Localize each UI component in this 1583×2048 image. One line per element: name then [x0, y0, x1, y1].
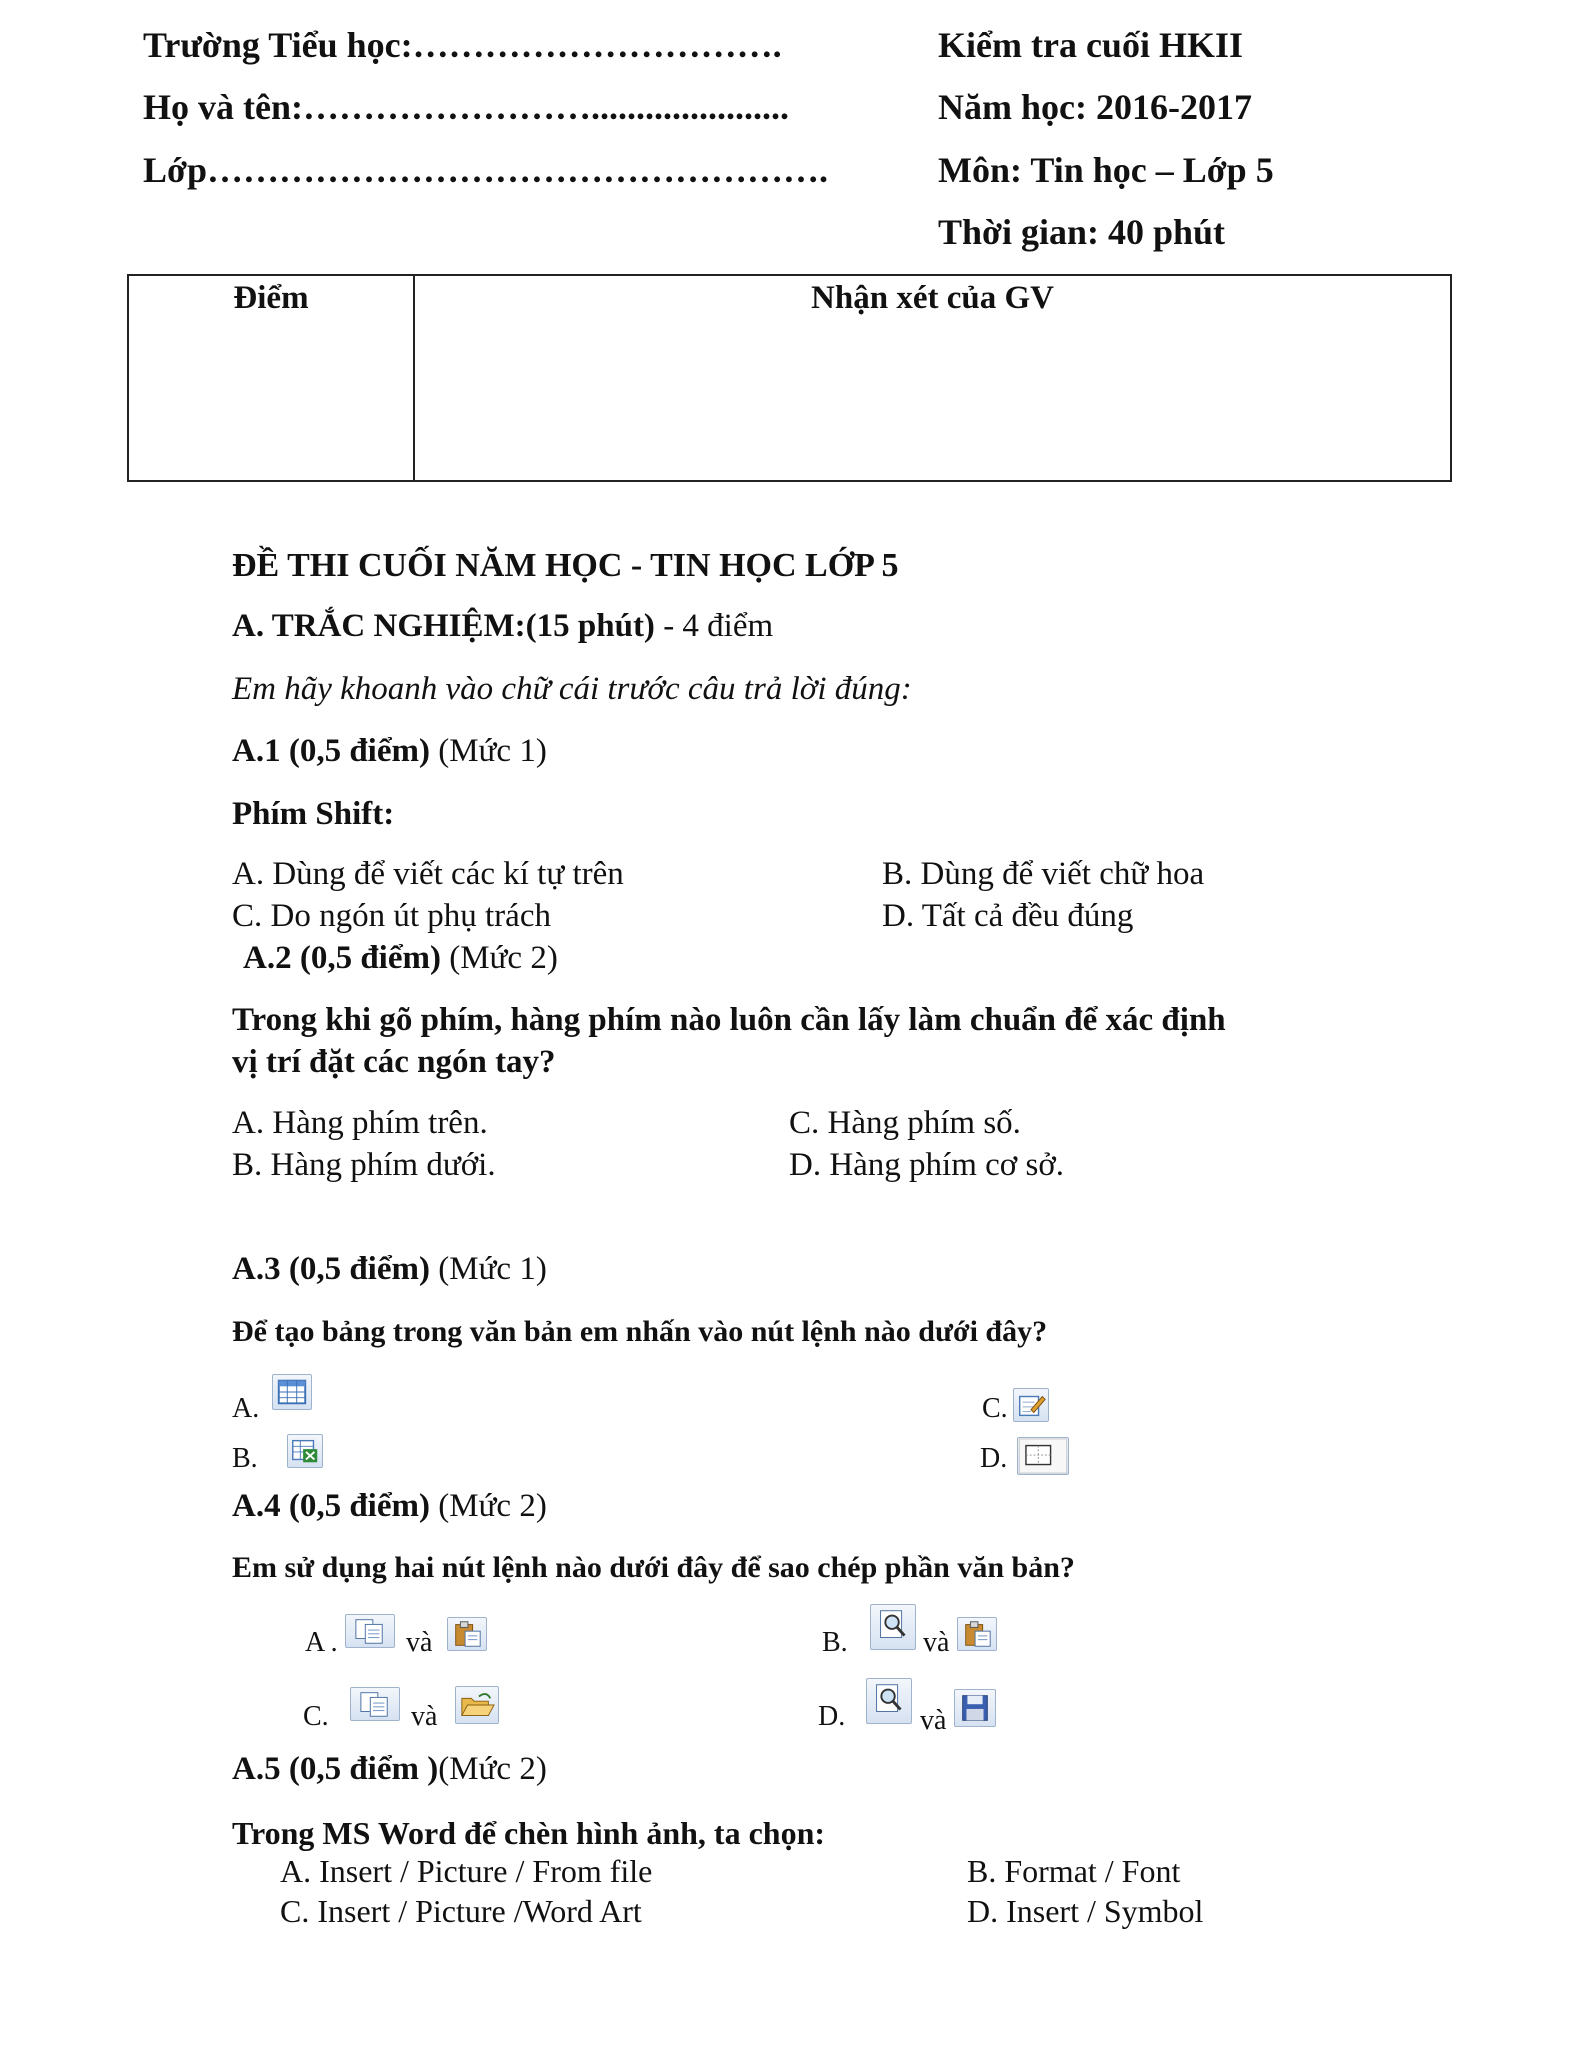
q4-option-d[interactable]: D. — [818, 1701, 846, 1732]
q3-option-b[interactable]: B. — [232, 1443, 258, 1474]
q3-level: (Mức 1) — [429, 1251, 547, 1287]
section-a-label: A. TRẮC NGHIỆM:(15 phút) — [232, 608, 655, 644]
q5-question: Trong MS Word để chèn hình ảnh, ta chọn: — [232, 1815, 826, 1851]
q4-and-d: và — [920, 1705, 947, 1736]
q4-and-b: và — [923, 1627, 950, 1658]
q4-label: A.4 (0,5 điểm) — [232, 1488, 430, 1524]
open-folder-icon[interactable] — [455, 1686, 499, 1724]
q3-heading — [232, 1251, 547, 1288]
excel-sheet-icon[interactable] — [287, 1434, 323, 1468]
score-table — [127, 274, 1452, 482]
insert-table-icon[interactable] — [272, 1374, 312, 1410]
subject: Môn: Tin học – Lớp 5 — [938, 150, 1274, 190]
q3-question: Để tạo bảng trong văn bản em nhấn vào nút lệnh nào dưới đây? — [232, 1315, 1048, 1348]
q1-level: (Mức 1) — [429, 733, 547, 769]
q2-question-line2: vị trí đặt các ngón tay? — [232, 1044, 556, 1080]
q2-option-a[interactable]: A. Hàng phím trên. — [232, 1105, 488, 1141]
q4-option-b[interactable]: B. — [822, 1627, 848, 1658]
q1-heading — [232, 733, 547, 770]
q5-heading — [232, 1751, 547, 1788]
section-a-heading — [232, 608, 773, 645]
q4-option-a[interactable]: A . — [305, 1627, 338, 1658]
q2-question-line1: Trong khi gõ phím, hàng phím nào luôn cần lấy làm chuẩn để xác định — [232, 1002, 1226, 1038]
borders-icon[interactable] — [1017, 1437, 1069, 1475]
score-cell: Điểm — [129, 276, 415, 480]
exam-time: Thời gian: 40 phút — [938, 212, 1226, 252]
q5-label: A.5 (0,5 điểm ) — [232, 1751, 439, 1787]
q4-and-a: và — [406, 1627, 433, 1658]
q4-option-c[interactable]: C. — [303, 1701, 329, 1732]
q1-option-a[interactable]: A. Dùng để viết các kí tự trên — [232, 856, 624, 892]
q1-option-c[interactable]: C. Do ngón út phụ trách — [232, 898, 551, 934]
drawing-edit-icon[interactable] — [1013, 1388, 1049, 1422]
section-a-points: - 4 điểm — [654, 608, 774, 644]
exam-main-title: ĐỀ THI CUỐI NĂM HỌC - TIN HỌC LỚP 5 — [232, 547, 899, 584]
q2-label: A.2 (0,5 điểm) — [243, 940, 441, 976]
q4-heading — [232, 1488, 547, 1525]
q4-question: Em sử dụng hai nút lệnh nào dưới đây để sao chép phần văn bản? — [232, 1551, 1075, 1584]
q2-option-d[interactable]: D. Hàng phím cơ sở. — [789, 1147, 1065, 1183]
q1-label: A.1 (0,5 điểm) — [232, 733, 430, 769]
q3-label: A.3 (0,5 điểm) — [232, 1251, 430, 1287]
q3-option-a[interactable]: A. — [232, 1393, 260, 1424]
q2-option-c[interactable]: C. Hàng phím số. — [789, 1105, 1021, 1141]
class-field: Lớp……………………………………………. — [143, 150, 828, 190]
paste-icon[interactable] — [957, 1617, 997, 1651]
q1-question: Phím Shift: — [232, 796, 395, 832]
q5-option-d[interactable]: D. Insert / Symbol — [967, 1893, 1204, 1929]
teacher-comment-cell: Nhận xét của GV — [811, 280, 1054, 316]
student-name-field: Họ và tên:……………………...................... — [143, 87, 789, 127]
school-year: Năm học: 2016-2017 — [938, 87, 1252, 127]
q2-level: (Mức 2) — [440, 940, 558, 976]
q5-option-b[interactable]: B. Format / Font — [967, 1853, 1181, 1889]
q2-option-b[interactable]: B. Hàng phím dưới. — [232, 1147, 496, 1183]
paste-icon[interactable] — [447, 1617, 487, 1651]
print-preview-icon[interactable] — [870, 1604, 916, 1650]
q5-option-c[interactable]: C. Insert / Picture /Word Art — [280, 1893, 642, 1929]
q1-option-b[interactable]: B. Dùng để viết chữ hoa — [882, 856, 1205, 892]
copy-icon[interactable] — [350, 1687, 400, 1721]
q4-and-c: và — [411, 1701, 438, 1732]
q2-heading — [243, 940, 558, 977]
q5-option-a[interactable]: A. Insert / Picture / From file — [280, 1853, 653, 1889]
instruction: Em hãy khoanh vào chữ cái trước câu trả lời đúng: — [232, 671, 912, 707]
school-field: Trường Tiểu học:…………………………. — [143, 25, 782, 65]
q4-level: (Mức 2) — [429, 1488, 547, 1524]
save-icon[interactable] — [954, 1689, 996, 1727]
q5-level: (Mức 2) — [438, 1751, 547, 1787]
exam-title: Kiểm tra cuối HKII — [938, 25, 1243, 65]
print-preview-icon[interactable] — [866, 1678, 912, 1724]
q1-option-d[interactable]: D. Tất cả đều đúng — [882, 898, 1134, 934]
copy-icon[interactable] — [345, 1614, 395, 1648]
q3-option-d[interactable]: D. — [980, 1443, 1008, 1474]
q3-option-c[interactable]: C. — [982, 1393, 1008, 1424]
